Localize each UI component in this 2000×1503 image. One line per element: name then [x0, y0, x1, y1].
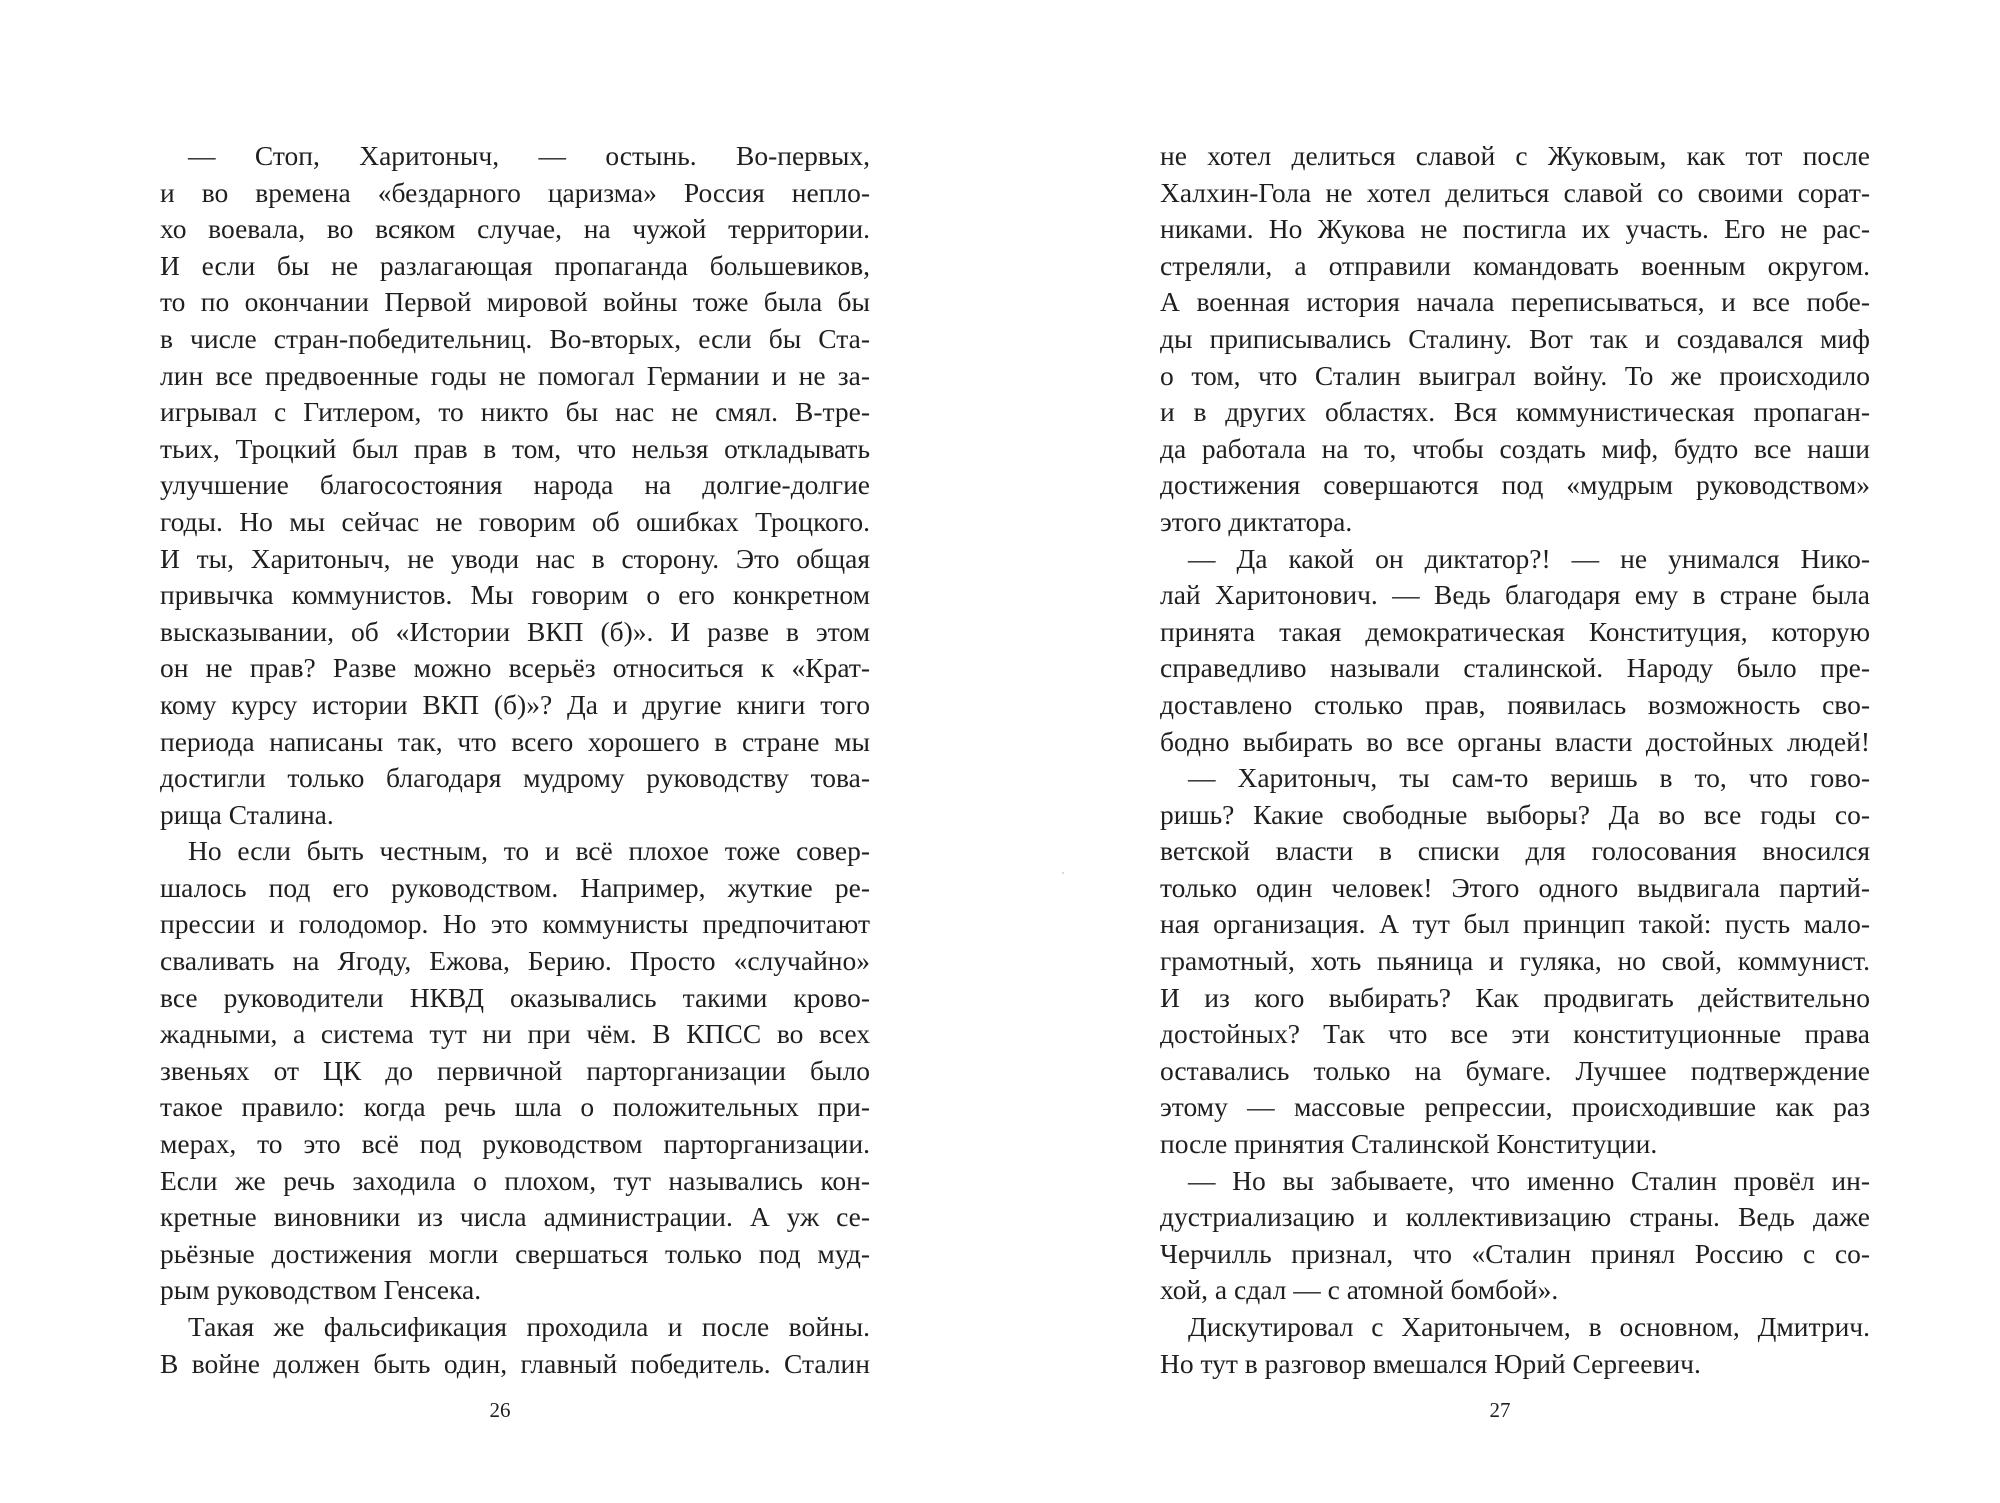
text-line: кретные виновники из числа администрации. А уж се-: [160, 1201, 870, 1233]
text-line: Черчилль признал, что «Сталин принял Россию с со-: [1160, 1237, 1870, 1269]
text-line: годы. Но мы сейчас не говорим об ошибках Троцкого.: [160, 505, 870, 537]
text-line: все руководители НКВД оказывались такими крово-: [160, 981, 870, 1013]
text-line: шалось под его руководством. Например, жуткие ре-: [160, 871, 870, 903]
text-line: такое правило: когда речь шла о положительных при-: [160, 1091, 870, 1123]
page-number-27: 27: [1489, 1398, 1511, 1422]
text-line: периода написаны так, что всего хорошего в стране мы: [160, 725, 870, 757]
text-line: В войне должен быть один, главный победитель. Сталин: [160, 1347, 870, 1379]
page-number-26: 26: [489, 1398, 511, 1422]
text-line: доставлено столько прав, появилась возможность сво-: [1160, 688, 1870, 720]
text-line: привычка коммунистов. Мы говорим о его конкретном: [160, 579, 870, 611]
text-line: сваливать на Ягоду, Ежова, Берию. Просто «случайно»: [160, 945, 870, 977]
text-line: только один человек! Этого одного выдвигала партий-: [1160, 871, 1870, 903]
text-line: ды приписывались Сталину. Вот так и создавался миф: [1160, 322, 1870, 354]
text-line: о том, что Сталин выиграл войну. То же происходило: [1160, 359, 1870, 391]
text-line: в числе стран-победительниц. Во-вторых, если бы Ста-: [160, 322, 870, 354]
right-page-number: [1000, 1397, 2000, 1423]
text-line: и в других областях. Вся коммунистическая пропаган-: [1160, 396, 1870, 428]
text-line: Такая же фальсификация проходила и после войны.: [188, 1311, 870, 1342]
text-line: достижения совершаются под «мудрым руководством»: [1160, 469, 1870, 501]
text-line: жадными, а система тут ни при чём. В КПСС во всех: [160, 1018, 870, 1050]
text-line: хо воевала, во всяком случае, на чужой территории.: [160, 213, 870, 245]
right-page-text: [1160, 138, 1870, 1382]
text-line: хой, а сдал — с атомной бомбой».: [1160, 1274, 1559, 1306]
right-page: [1000, 0, 2000, 1503]
text-line: — Но вы забываете, что именно Сталин провёл ин-: [1188, 1164, 1870, 1196]
text-line: рым руководством Генсека.: [160, 1274, 482, 1306]
text-line: грамотный, хоть пьяница и гуляка, но свой, коммунист.: [1160, 945, 1870, 977]
text-line: высказывании, об «Истории ВКП (б)». И разве в этом: [160, 615, 870, 647]
text-line: — Стоп, Харитоныч, — остынь. Во-первых,: [188, 140, 870, 171]
text-line: рьёзные достижения могли свершаться только под муд-: [160, 1237, 870, 1269]
text-line: этого диктатора.: [1160, 505, 1353, 537]
text-line: прессии и голодомор. Но это коммунисты предпочитают: [160, 908, 870, 940]
text-line: кому курсу истории ВКП (б)»? Да и другие книги того: [160, 688, 870, 720]
left-page-text: [160, 138, 870, 1382]
text-line: И если бы не разлагающая пропаганда большевиков,: [160, 249, 870, 281]
text-line: И ты, Харитоныч, не уводи нас в сторону. Это общая: [160, 542, 870, 574]
text-line: то по окончании Первой мировой войны тоже была бы: [160, 286, 870, 318]
text-line: звеньях от ЦК до первичной парторганизации было: [160, 1054, 870, 1086]
text-line: Но тут в разговор вмешался Юрий Сергеевич.: [1160, 1347, 1701, 1379]
text-line: Если же речь заходила о плохом, тут назывались кон-: [160, 1164, 870, 1196]
text-line: достойных? Так что все эти конституционные права: [1160, 1018, 1870, 1050]
text-line: после принятия Сталинской Конституции.: [1160, 1128, 1658, 1160]
text-line: лай Харитонович. — Ведь благодаря ему в стране была: [1160, 579, 1870, 611]
text-line: этому — массовые репрессии, происходившие как раз: [1160, 1091, 1870, 1123]
text-line: И из кого выбирать? Как продвигать действительно: [1160, 981, 1870, 1013]
text-line: дустриализацию и коллективизацию страны. Ведь даже: [1160, 1201, 1870, 1233]
text-line: оставались только на бумаге. Лучшее подтверждение: [1160, 1054, 1870, 1086]
text-line: никами. Но Жукова не постигла их участь. Его не рас-: [1160, 213, 1870, 245]
text-line: Халхин-Гола не хотел делиться славой со своими сорат-: [1160, 176, 1870, 208]
text-line: улучшение благосостояния народа на долгие-долгие: [160, 469, 870, 501]
text-line: ришь? Какие свободные выборы? Да во все годы со-: [1160, 798, 1870, 830]
text-line: принята такая демократическая Конституция, которую: [1160, 615, 1870, 647]
text-line: — Харитоныч, ты сам-то веришь в то, что гово-: [1188, 762, 1870, 794]
text-line: справедливо называли сталинской. Народу было пре-: [1160, 652, 1870, 684]
text-line: бодно выбирать во все органы власти достойных людей!: [1160, 725, 1870, 757]
text-line: рища Сталина.: [160, 798, 334, 830]
text-line: не хотел делиться славой с Жуковым, как тот после: [1160, 140, 1870, 171]
text-line: мерах, то это всё под руководством парторганизации.: [160, 1128, 870, 1160]
text-line: Дискутировал с Харитонычем, в основном, Дмитрич.: [1188, 1311, 1870, 1342]
text-line: Но если быть честным, то и всё плохое тоже совер-: [188, 835, 870, 867]
text-line: да работала на то, чтобы создать миф, будто все наши: [1160, 432, 1870, 464]
text-line: он не прав? Разве можно всерьёз относиться к «Крат-: [160, 652, 870, 684]
paper-speck: [1062, 872, 1064, 874]
text-line: — Да какой он диктатор?! — не унимался Нико-: [1188, 542, 1870, 574]
text-line: А военная история начала переписываться, и все побе-: [1160, 286, 1870, 318]
text-line: стреляли, а отправили командовать военным округом.: [1160, 249, 1870, 281]
text-line: и во времена «бездарного царизма» Россия непло-: [160, 176, 870, 208]
text-line: тьих, Троцкий был прав в том, что нельзя откладывать: [160, 432, 870, 464]
text-line: ветской власти в списки для голосования вносился: [1160, 835, 1870, 867]
text-line: лин все предвоенные годы не помогал Германии и не за-: [160, 359, 870, 391]
text-line: игрывал с Гитлером, то никто бы нас не смял. В-тре-: [160, 396, 870, 428]
left-page-number: [0, 1397, 1000, 1423]
text-line: ная организация. А тут был принцип такой: пусть мало-: [1160, 908, 1870, 940]
text-line: достигли только благодаря мудрому руководству това-: [160, 762, 870, 794]
